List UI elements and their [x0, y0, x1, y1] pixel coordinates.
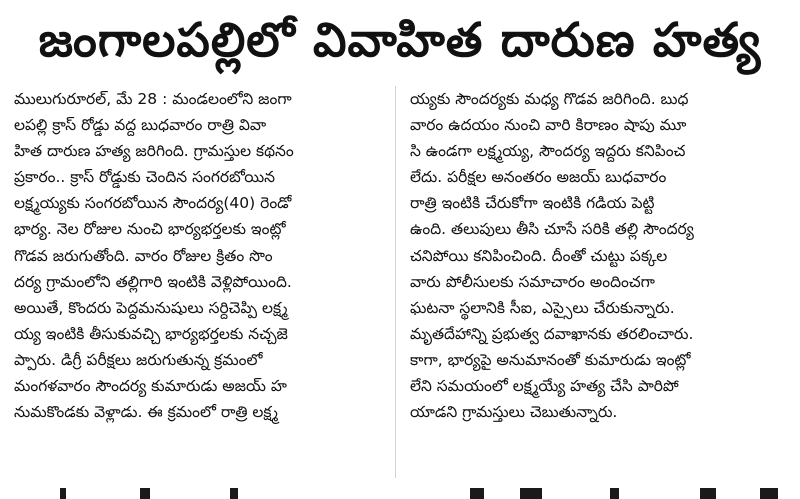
cropped-glyph [520, 488, 542, 499]
text-line: భార్య. నెల రోజుల నుంచి భార్యభర్తలకు ఇంట్లో [14, 220, 286, 239]
cropped-glyph [700, 488, 716, 499]
text-line: ములుగురూరల్‌, మే 28 : మండలంలోని జంగా [14, 90, 292, 108]
text-line: కాగా, భార్యపై అనుమానంతో కుమారుడు ఇంట్లో [410, 350, 691, 369]
column-divider [395, 86, 396, 478]
text-line: వారు పోలీసులకు సమాచారం అందించగా [410, 272, 655, 291]
text-line: మంగళవారం సౌందర్య కుమారుడు అజయ్‌ హ [14, 377, 287, 396]
text-line: లక్ష్మయ్యకు సంగరబోయిన సౌందర్య(40) రెండో [14, 194, 292, 213]
text-line: ఉంది. తలుపులు తీసి చూసే సరికి తల్లి సౌందర్య [410, 220, 694, 239]
text-line: గొడవ జరుగుతోంది. వారం రోజుల క్రితం సొం [14, 246, 273, 265]
text-line: యాడని గ్రామస్తులు చెబుతున్నారు. [410, 403, 618, 422]
cropped-glyph [230, 488, 238, 499]
text-line: ప్రకారం.. క్రాస్‌ రోడ్డుకు చెందిన సంగరబోయిన [14, 168, 276, 187]
text-line: మృతదేహాన్ని ప్రభుత్వ దవాఖానకు తరలించారు. [410, 324, 694, 343]
text-line: దర్య గ్రామంలోని తల్లిగారి ఇంటికి వెళ్లిపోయింది. [14, 272, 292, 291]
text-line: సి ఉండగా లక్ష్మయ్య, సౌందర్య ఇద్దరు కనిపించ [410, 142, 686, 161]
cropped-glyph [60, 488, 66, 499]
text-line: రాత్రి ఇంటికి చేరుకోగా ఇంటికి గడియ పెట్టి [410, 194, 655, 213]
cropped-next-article-strip [0, 486, 800, 499]
text-line: య్యకు సౌందర్యకు మధ్య గొడవ జరిగింది. బుధ [410, 90, 689, 108]
text-line: లేదు. పరీక్షల అనంతరం అజయ్‌ బుధవారం [410, 168, 667, 187]
cropped-glyph [140, 488, 150, 499]
text-line: ఘటనా స్థలానికి సీఐ, ఎస్సైలు చేరుకున్నారు. [410, 298, 675, 317]
headline: జంగాలపల్లిలో వివాహిత దారుణ హత్య [38, 13, 762, 68]
text-line: య్య ఇంటికి తీసుకువచ్చి భార్యభర్తలకు నచ్చజె [14, 324, 288, 343]
text-line: ప్పారు. డిగ్రీ పరీక్షలు జరుగుతున్న క్రమంలో [14, 350, 263, 369]
text-line: లపల్లి క్రాస్‌ రోడ్డు వద్ద బుధవారం రాత్రి వివా [14, 116, 267, 135]
text-line: నుమకొండకు వెళ్లాడు. ఈ క్రమంలో రాత్రి లక్ష్మ [14, 403, 279, 422]
text-line: లేని సమయంలో లక్ష్మయ్యే హత్య చేసి పారిపో [410, 377, 679, 396]
cropped-glyph [610, 488, 619, 499]
article-column-right [410, 86, 782, 486]
text-line: వారం ఉదయం నుంచి వారి కిరాణం షాపు మూ [410, 116, 687, 135]
cropped-glyph [760, 488, 778, 499]
text-line: చనిపోయి కనిపించింది. దీంతో చుట్టు పక్కల [410, 246, 668, 265]
text-line: హిత దారుణ హత్య జరిగింది. గ్రామస్తుల కథనం [14, 142, 294, 161]
cropped-glyph [470, 488, 484, 499]
text-line: అయితే, కొందరు పెద్దమనుషులు సర్దిచెప్పి లక్ష్మ [14, 298, 288, 317]
article-column-left [14, 86, 386, 486]
